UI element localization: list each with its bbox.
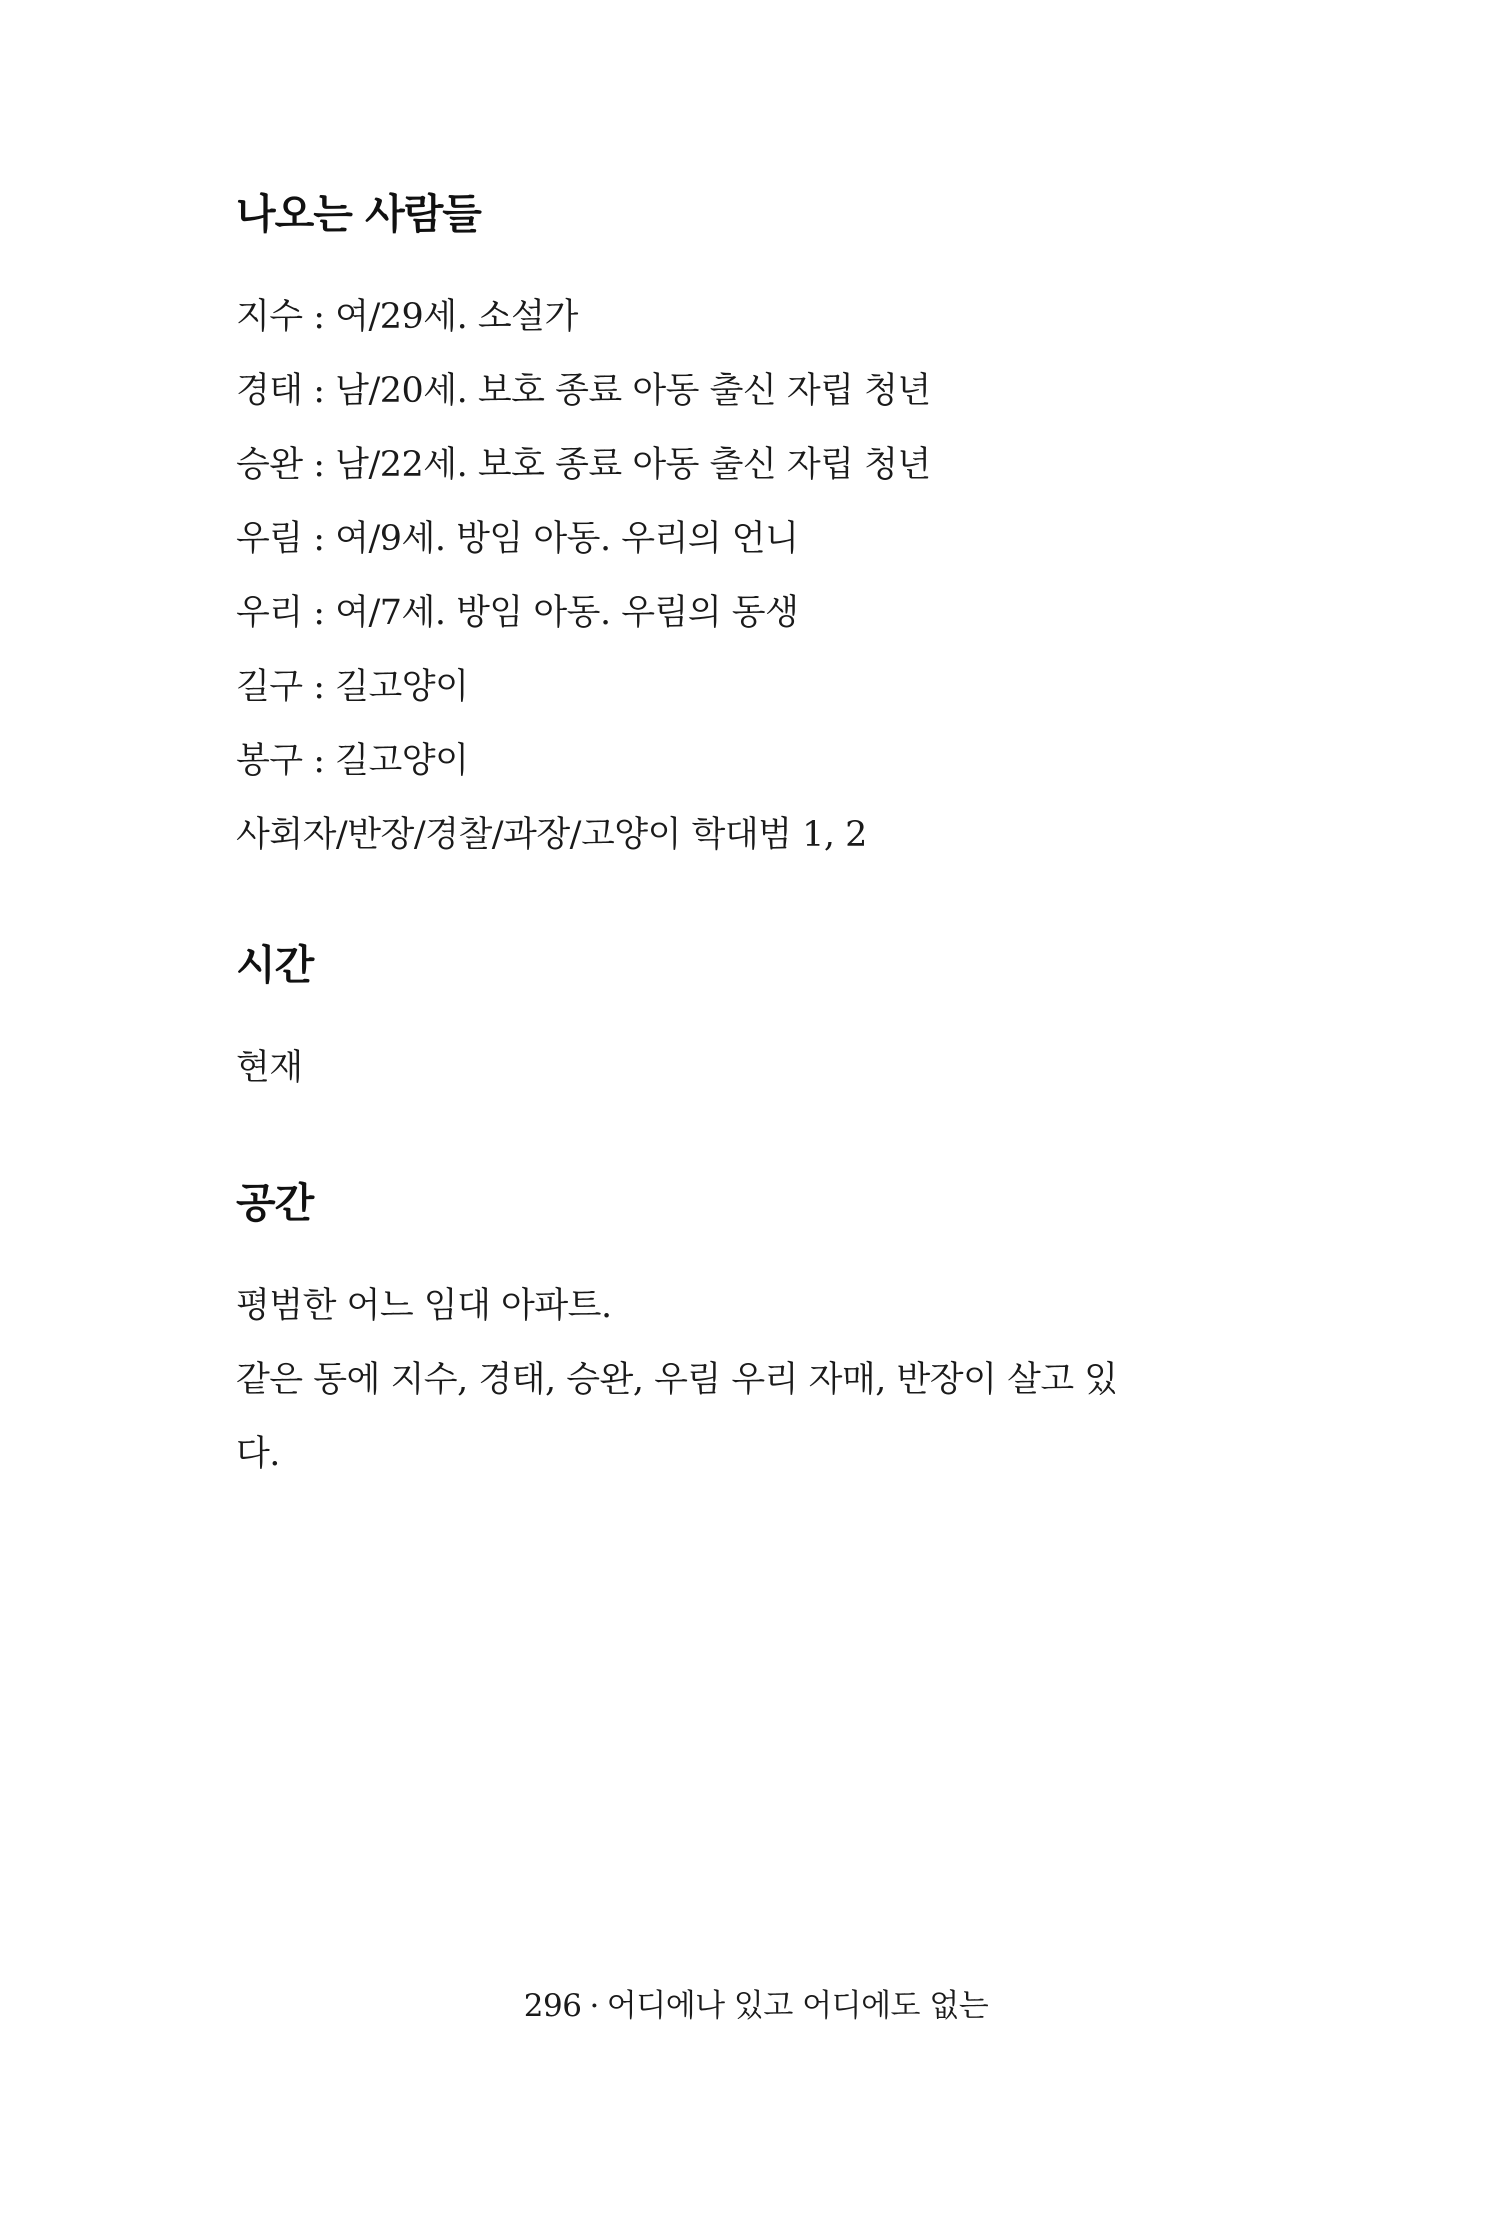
cast-item: 경태 : 남/20세. 보호 종료 아동 출신 자립 청년 bbox=[236, 371, 931, 411]
section-heading-time: 시간 bbox=[236, 941, 314, 989]
cast-list bbox=[236, 280, 1296, 872]
page-number: 296 bbox=[523, 1988, 582, 2024]
section-cast bbox=[236, 186, 1296, 872]
running-title: 어디에나 있고 어디에도 없는 bbox=[606, 1988, 989, 2024]
time-item: 현재 bbox=[236, 1048, 303, 1088]
cast-item: 길구 : 길고양이 bbox=[236, 667, 469, 707]
section-heading-space: 공간 bbox=[236, 1179, 314, 1227]
page-footer bbox=[0, 1984, 1512, 2028]
cast-item: 지수 : 여/29세. 소설가 bbox=[236, 297, 578, 337]
cast-item: 우리 : 여/7세. 방임 아동. 우림의 동생 bbox=[236, 593, 799, 633]
space-item: 다. bbox=[236, 1434, 280, 1474]
section-space bbox=[236, 1175, 1296, 1491]
cast-item: 우림 : 여/9세. 방임 아동. 우리의 언니 bbox=[236, 519, 799, 559]
section-time bbox=[236, 937, 1296, 1105]
space-item: 같은 동에 지수, 경태, 승완, 우림 우리 자매, 반장이 살고 있 bbox=[236, 1360, 1118, 1400]
time-list bbox=[236, 1031, 1296, 1105]
cast-item: 사회자/반장/경찰/과장/고양이 학대범 1, 2 bbox=[236, 815, 867, 855]
footer-separator: · bbox=[589, 1988, 599, 2024]
cast-item: 봉구 : 길고양이 bbox=[236, 741, 469, 781]
space-list bbox=[236, 1269, 1296, 1491]
cast-item: 승완 : 남/22세. 보호 종료 아동 출신 자립 청년 bbox=[236, 445, 931, 485]
section-heading-cast: 나오는 사람들 bbox=[236, 190, 481, 238]
space-item: 평범한 어느 임대 아파트. bbox=[236, 1286, 612, 1326]
